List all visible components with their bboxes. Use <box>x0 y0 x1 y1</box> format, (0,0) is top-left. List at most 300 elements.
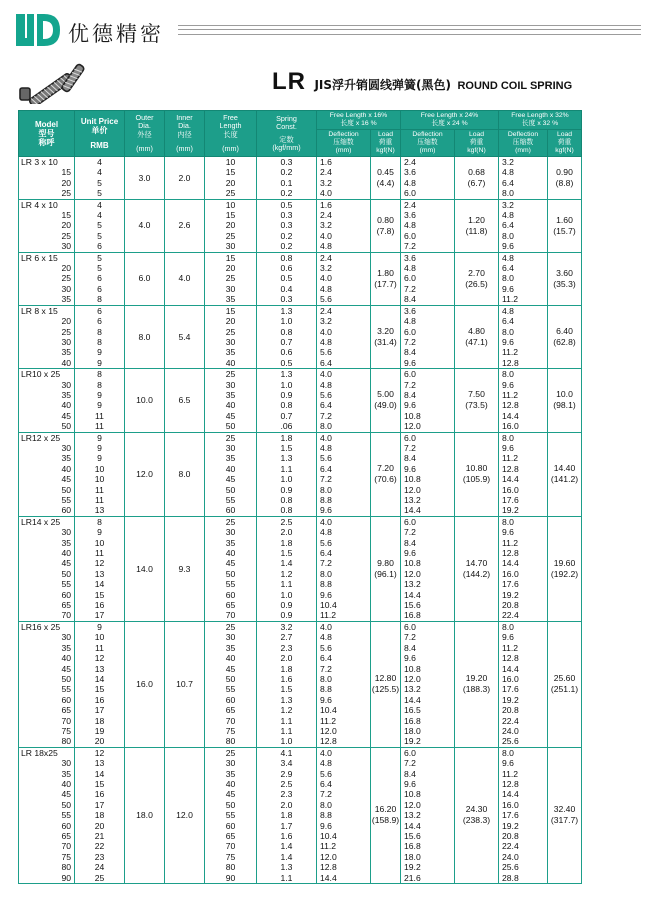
cell-inner-dia: 5.4 <box>165 305 205 368</box>
cell-unit-price: 4 <box>75 199 125 210</box>
cell-free-length: 15 <box>205 305 257 316</box>
cell-deflection-32: 22.4 <box>499 610 548 621</box>
cell-unit-price: 4 <box>75 157 125 168</box>
cell-unit-price: 9 <box>75 453 125 463</box>
cell-free-length: 40 <box>205 653 257 663</box>
cell-load-16 <box>371 157 401 200</box>
cell-load-32 <box>548 252 582 305</box>
cell-free-length: 25 <box>205 231 257 241</box>
cell-model: LR14 x 25 <box>19 516 75 527</box>
cell-deflection-16: 8.0 <box>317 485 371 495</box>
cell-deflection-24: 8.4 <box>401 453 455 463</box>
table-row <box>19 369 582 380</box>
cell-deflection-32: 16.0 <box>499 800 548 810</box>
cell-spring-const: 1.1 <box>257 726 317 736</box>
table-row <box>19 621 582 632</box>
header-rule <box>178 25 641 35</box>
cell-unit-price: 15 <box>75 684 125 694</box>
cell-deflection-24: 6.0 <box>401 747 455 758</box>
cell-spring-const: 2.0 <box>257 653 317 663</box>
cell-model: LR 8 x 15 <box>19 305 75 316</box>
cell-deflection-16: 14.4 <box>317 873 371 884</box>
cell-unit-price: 11 <box>75 485 125 495</box>
cell-free-length: 55 <box>205 495 257 505</box>
load-newton: (35.3) <box>553 278 576 289</box>
cell-model: 60 <box>19 505 75 516</box>
cell-unit-price: 9 <box>75 432 125 443</box>
load-newton: (31.4) <box>374 336 397 347</box>
cell-model: LR 6 x 15 <box>19 252 75 263</box>
cell-unit-price: 11 <box>75 411 125 421</box>
cell-free-length: 20 <box>205 263 257 273</box>
cell-deflection-24: 10.8 <box>401 411 455 421</box>
load-newton: (15.7) <box>553 225 576 236</box>
cell-deflection-32: 25.6 <box>499 736 548 747</box>
cell-deflection-32: 4.8 <box>499 210 548 220</box>
cell-spring-const: 0.8 <box>257 327 317 337</box>
cell-deflection-32: 24.0 <box>499 726 548 736</box>
cell-unit-price: 9 <box>75 390 125 400</box>
cell-free-length: 25 <box>205 188 257 199</box>
cell-deflection-16: 4.8 <box>317 241 371 252</box>
cell-model: 45 <box>19 411 75 421</box>
load-newton: (26.5) <box>465 278 488 289</box>
cell-spring-const: 1.5 <box>257 548 317 558</box>
cell-spring-const: 0.8 <box>257 495 317 505</box>
cell-deflection-32: 22.4 <box>499 716 548 726</box>
cell-deflection-32: 9.6 <box>499 380 548 390</box>
cell-deflection-16: 11.2 <box>317 610 371 621</box>
table-row <box>19 252 582 263</box>
cell-deflection-24: 18.0 <box>401 852 455 862</box>
header-spring-const: Spring Const. 定数 (kgf/mm) <box>257 111 317 157</box>
load-newton: (70.6) <box>374 474 397 485</box>
cell-spring-const: 0.6 <box>257 347 317 357</box>
cell-deflection-32: 14.4 <box>499 789 548 799</box>
cell-model: 70 <box>19 716 75 726</box>
cell-spring-const: 0.9 <box>257 610 317 621</box>
cell-model: 20 <box>19 220 75 230</box>
cell-deflection-24: 10.8 <box>401 789 455 799</box>
load-kgf: 0.90 <box>556 166 573 177</box>
cell-load-24 <box>455 516 499 621</box>
cell-deflection-32: 24.0 <box>499 852 548 862</box>
cell-spring-const: 0.5 <box>257 199 317 210</box>
cell-spring-const: 0.6 <box>257 263 317 273</box>
cell-deflection-24: 8.4 <box>401 538 455 548</box>
cell-deflection-16: 5.6 <box>317 294 371 305</box>
cell-deflection-32: 8.0 <box>499 273 548 283</box>
cell-free-length: 65 <box>205 705 257 715</box>
cell-deflection-16: 3.2 <box>317 178 371 188</box>
cell-deflection-32: 22.4 <box>499 841 548 851</box>
load-newton: (144.2) <box>462 568 491 579</box>
cell-free-length: 50 <box>205 800 257 810</box>
load-newton: (49.0) <box>374 400 397 411</box>
cell-unit-price: 14 <box>75 769 125 779</box>
cell-model: 25 <box>19 327 75 337</box>
cell-free-length: 40 <box>205 358 257 369</box>
cell-spring-const: 1.3 <box>257 695 317 705</box>
cell-load-24 <box>455 747 499 883</box>
cell-deflection-32: 12.8 <box>499 464 548 474</box>
cell-deflection-32: 20.8 <box>499 831 548 841</box>
cell-free-length: 50 <box>205 485 257 495</box>
cell-unit-price: 12 <box>75 653 125 663</box>
cell-model: 40 <box>19 548 75 558</box>
cell-outer-dia: 16.0 <box>125 621 165 747</box>
cell-free-length: 55 <box>205 579 257 589</box>
cell-unit-price: 5 <box>75 252 125 263</box>
cell-spring-const: 0.2 <box>257 231 317 241</box>
cell-model: 25 <box>19 273 75 283</box>
cell-unit-price: 10 <box>75 632 125 642</box>
cell-model: 50 <box>19 800 75 810</box>
load-kgf: 19.20 <box>465 673 488 684</box>
cell-unit-price: 10 <box>75 538 125 548</box>
cell-model: 30 <box>19 758 75 768</box>
cell-deflection-16: 4.0 <box>317 747 371 758</box>
cell-free-length: 50 <box>205 421 257 432</box>
cell-deflection-16: 4.0 <box>317 231 371 241</box>
cell-free-length: 30 <box>205 284 257 294</box>
cell-deflection-24: 4.8 <box>401 263 455 273</box>
cell-spring-const: 1.5 <box>257 443 317 453</box>
cell-model: LR10 x 25 <box>19 369 75 380</box>
cell-deflection-24: 15.6 <box>401 600 455 610</box>
cell-deflection-16: 8.8 <box>317 684 371 694</box>
cell-deflection-24: 12.0 <box>401 485 455 495</box>
cell-free-length: 15 <box>205 210 257 220</box>
cell-deflection-32: 8.0 <box>499 432 548 443</box>
cell-free-length: 30 <box>205 443 257 453</box>
cell-load-24 <box>455 157 499 200</box>
cell-free-length: 15 <box>205 167 257 177</box>
cell-unit-price: 24 <box>75 862 125 872</box>
cell-deflection-32: 4.8 <box>499 167 548 177</box>
cell-outer-dia: 10.0 <box>125 369 165 432</box>
cell-free-length: 30 <box>205 758 257 768</box>
cell-deflection-32: 8.0 <box>499 231 548 241</box>
cell-free-length: 30 <box>205 527 257 537</box>
cell-deflection-16: 8.8 <box>317 579 371 589</box>
cell-deflection-32: 11.2 <box>499 294 548 305</box>
cell-outer-dia: 12.0 <box>125 432 165 516</box>
cell-model: LR16 x 25 <box>19 621 75 632</box>
cell-deflection-24: 18.0 <box>401 726 455 736</box>
cell-spring-const: 1.0 <box>257 316 317 326</box>
cell-deflection-32: 14.4 <box>499 411 548 421</box>
cell-unit-price: 8 <box>75 327 125 337</box>
cell-deflection-24: 12.0 <box>401 569 455 579</box>
cell-deflection-16: 9.6 <box>317 590 371 600</box>
cell-spring-const: .06 <box>257 421 317 432</box>
cell-load-24 <box>455 252 499 305</box>
cell-deflection-24: 13.2 <box>401 579 455 589</box>
cell-model: 65 <box>19 831 75 841</box>
cell-inner-dia: 2.0 <box>165 157 205 200</box>
cell-load-32 <box>548 747 582 883</box>
cell-unit-price: 19 <box>75 726 125 736</box>
cell-spring-const: 1.8 <box>257 432 317 443</box>
cell-deflection-16: 6.4 <box>317 653 371 663</box>
load-kgf: 7.50 <box>468 389 485 400</box>
cell-free-length: 55 <box>205 684 257 694</box>
header-deflection-32: Deflection 压缩数 (mm) <box>499 130 548 157</box>
cell-free-length: 35 <box>205 538 257 548</box>
cell-load-24 <box>455 305 499 368</box>
cell-unit-price: 22 <box>75 841 125 851</box>
cell-unit-price: 15 <box>75 779 125 789</box>
table-row <box>19 432 582 443</box>
cell-deflection-32: 14.4 <box>499 474 548 484</box>
cell-spring-const: 1.7 <box>257 821 317 831</box>
cell-free-length: 20 <box>205 316 257 326</box>
cell-unit-price: 6 <box>75 284 125 294</box>
cell-unit-price: 6 <box>75 273 125 283</box>
cell-model: 45 <box>19 789 75 799</box>
cell-deflection-16: 3.2 <box>317 263 371 273</box>
cell-model: 15 <box>19 210 75 220</box>
cell-model: 40 <box>19 400 75 410</box>
cell-spring-const: 1.0 <box>257 380 317 390</box>
cell-inner-dia: 2.6 <box>165 199 205 252</box>
cell-unit-price: 5 <box>75 188 125 199</box>
cell-deflection-16: 10.4 <box>317 600 371 610</box>
cell-model: 55 <box>19 684 75 694</box>
cell-unit-price: 10 <box>75 474 125 484</box>
spec-table-body <box>19 157 582 884</box>
cell-model: 40 <box>19 779 75 789</box>
cell-deflection-32: 6.4 <box>499 316 548 326</box>
cell-deflection-24: 16.8 <box>401 716 455 726</box>
cell-deflection-16: 5.6 <box>317 453 371 463</box>
cell-deflection-24: 3.6 <box>401 252 455 263</box>
cell-deflection-16: 9.6 <box>317 695 371 705</box>
cell-free-length: 30 <box>205 632 257 642</box>
cell-free-length: 25 <box>205 273 257 283</box>
cell-unit-price: 5 <box>75 231 125 241</box>
cell-unit-price: 12 <box>75 747 125 758</box>
cell-load-24 <box>455 621 499 747</box>
cell-deflection-32: 17.6 <box>499 495 548 505</box>
cell-deflection-32: 28.8 <box>499 873 548 884</box>
cell-free-length: 60 <box>205 695 257 705</box>
cell-model: 30 <box>19 380 75 390</box>
cell-deflection-32: 12.8 <box>499 653 548 663</box>
cell-deflection-32: 9.6 <box>499 337 548 347</box>
spec-table <box>18 110 582 884</box>
cell-unit-price: 16 <box>75 695 125 705</box>
cell-deflection-32: 25.6 <box>499 862 548 872</box>
brand-logo-icon <box>16 14 60 46</box>
cell-deflection-32: 17.6 <box>499 684 548 694</box>
cell-deflection-32: 16.0 <box>499 569 548 579</box>
cell-free-length: 70 <box>205 841 257 851</box>
cell-unit-price: 11 <box>75 548 125 558</box>
load-kgf: 14.40 <box>553 463 576 474</box>
cell-load-16 <box>371 621 401 747</box>
cell-free-length: 75 <box>205 726 257 736</box>
cell-deflection-24: 9.6 <box>401 653 455 663</box>
cell-deflection-16: 4.8 <box>317 380 371 390</box>
spring-illustration-icon <box>18 58 88 104</box>
cell-deflection-24: 4.8 <box>401 178 455 188</box>
cell-spring-const: 1.8 <box>257 810 317 820</box>
cell-free-length: 60 <box>205 821 257 831</box>
cell-spring-const: 1.4 <box>257 558 317 568</box>
load-kgf: 0.80 <box>377 214 394 225</box>
cell-deflection-24: 14.4 <box>401 821 455 831</box>
header-model: Model 型号 称呼 <box>19 111 75 157</box>
cell-unit-price: 23 <box>75 852 125 862</box>
product-name-en: ROUND COIL SPRING <box>457 80 573 92</box>
cell-deflection-24: 14.4 <box>401 695 455 705</box>
cell-free-length: 65 <box>205 831 257 841</box>
cell-free-length: 70 <box>205 716 257 726</box>
load-kgf: 19.60 <box>553 557 576 568</box>
cell-deflection-32: 19.2 <box>499 590 548 600</box>
cell-deflection-16: 9.6 <box>317 821 371 831</box>
cell-spring-const: 1.2 <box>257 705 317 715</box>
cell-unit-price: 6 <box>75 305 125 316</box>
cell-inner-dia: 9.3 <box>165 516 205 621</box>
cell-deflection-32: 9.6 <box>499 241 548 252</box>
cell-model: 90 <box>19 873 75 884</box>
cell-spring-const: 1.8 <box>257 538 317 548</box>
load-kgf: 16.20 <box>374 804 397 815</box>
cell-deflection-24: 13.2 <box>401 684 455 694</box>
cell-model: 30 <box>19 632 75 642</box>
cell-unit-price: 14 <box>75 674 125 684</box>
cell-model: LR12 x 25 <box>19 432 75 443</box>
cell-spring-const: 0.8 <box>257 505 317 516</box>
cell-free-length: 35 <box>205 769 257 779</box>
cell-unit-price: 13 <box>75 664 125 674</box>
cell-deflection-24: 21.6 <box>401 873 455 884</box>
cell-deflection-24: 7.2 <box>401 241 455 252</box>
cell-deflection-24: 12.0 <box>401 800 455 810</box>
cell-unit-price: 9 <box>75 347 125 357</box>
cell-deflection-16: 5.6 <box>317 538 371 548</box>
cell-deflection-24: 19.2 <box>401 862 455 872</box>
cell-deflection-16: 2.4 <box>317 167 371 177</box>
cell-deflection-24: 7.2 <box>401 758 455 768</box>
cell-deflection-32: 17.6 <box>499 579 548 589</box>
cell-deflection-32: 9.6 <box>499 758 548 768</box>
cell-deflection-24: 19.2 <box>401 736 455 747</box>
header-group-24: Free Length x 24% 长度 x 24 % <box>401 111 499 130</box>
cell-unit-price: 8 <box>75 294 125 305</box>
cell-deflection-16: 8.8 <box>317 495 371 505</box>
cell-unit-price: 17 <box>75 800 125 810</box>
cell-model: 75 <box>19 852 75 862</box>
cell-deflection-24: 9.6 <box>401 400 455 410</box>
cell-spring-const: 1.0 <box>257 474 317 484</box>
cell-deflection-16: 4.0 <box>317 327 371 337</box>
load-kgf: 7.20 <box>377 463 394 474</box>
cell-spring-const: 0.7 <box>257 411 317 421</box>
load-newton: (105.9) <box>462 474 491 485</box>
cell-deflection-32: 11.2 <box>499 347 548 357</box>
cell-free-length: 50 <box>205 674 257 684</box>
cell-deflection-16: 8.0 <box>317 800 371 810</box>
cell-unit-price: 18 <box>75 810 125 820</box>
cell-deflection-32: 14.4 <box>499 558 548 568</box>
cell-deflection-24: 6.0 <box>401 516 455 527</box>
cell-deflection-16: 5.6 <box>317 347 371 357</box>
load-newton: (192.2) <box>550 568 579 579</box>
table-row <box>19 199 582 210</box>
cell-load-16 <box>371 432 401 516</box>
cell-deflection-24: 4.8 <box>401 220 455 230</box>
cell-spring-const: 0.9 <box>257 485 317 495</box>
table-row <box>19 516 582 527</box>
cell-model: 30 <box>19 284 75 294</box>
cell-deflection-16: 4.0 <box>317 432 371 443</box>
cell-spring-const: 0.2 <box>257 188 317 199</box>
cell-unit-price: 17 <box>75 705 125 715</box>
cell-model: 30 <box>19 443 75 453</box>
table-row <box>19 157 582 168</box>
cell-unit-price: 11 <box>75 495 125 505</box>
cell-deflection-24: 8.4 <box>401 390 455 400</box>
cell-deflection-24: 8.4 <box>401 294 455 305</box>
cell-spring-const: 1.8 <box>257 664 317 674</box>
cell-deflection-24: 10.8 <box>401 474 455 484</box>
cell-spring-const: 2.9 <box>257 769 317 779</box>
cell-free-length: 35 <box>205 294 257 305</box>
cell-spring-const: 0.1 <box>257 178 317 188</box>
cell-deflection-24: 9.6 <box>401 358 455 369</box>
cell-free-length: 30 <box>205 380 257 390</box>
cell-deflection-16: 2.4 <box>317 210 371 220</box>
cell-deflection-32: 19.2 <box>499 695 548 705</box>
cell-deflection-16: 4.0 <box>317 621 371 632</box>
cell-inner-dia: 8.0 <box>165 432 205 516</box>
cell-deflection-16: 12.0 <box>317 726 371 736</box>
cell-free-length: 35 <box>205 390 257 400</box>
load-newton: (11.8) <box>465 225 488 236</box>
product-code: LR <box>272 68 306 95</box>
cell-model: 35 <box>19 769 75 779</box>
cell-free-length: 25 <box>205 747 257 758</box>
cell-model: 65 <box>19 600 75 610</box>
load-kgf: 14.70 <box>465 557 488 568</box>
cell-load-32 <box>548 369 582 432</box>
cell-deflection-32: 11.2 <box>499 769 548 779</box>
cell-spring-const: 1.3 <box>257 862 317 872</box>
cell-free-length: 40 <box>205 464 257 474</box>
cell-spring-const: 2.3 <box>257 643 317 653</box>
cell-model: 35 <box>19 347 75 357</box>
cell-outer-dia: 14.0 <box>125 516 165 621</box>
cell-spring-const: 2.0 <box>257 527 317 537</box>
cell-spring-const: 0.8 <box>257 400 317 410</box>
cell-deflection-24: 6.0 <box>401 621 455 632</box>
cell-unit-price: 10 <box>75 464 125 474</box>
load-newton: (73.5) <box>465 400 488 411</box>
cell-deflection-24: 10.8 <box>401 558 455 568</box>
cell-deflection-16: 8.8 <box>317 810 371 820</box>
cell-deflection-16: 12.0 <box>317 852 371 862</box>
cell-unit-price: 5 <box>75 263 125 273</box>
cell-deflection-24: 3.6 <box>401 167 455 177</box>
load-newton: (62.8) <box>553 336 576 347</box>
cell-deflection-16: 10.4 <box>317 831 371 841</box>
cell-deflection-24: 8.4 <box>401 347 455 357</box>
cell-deflection-16: 7.2 <box>317 664 371 674</box>
